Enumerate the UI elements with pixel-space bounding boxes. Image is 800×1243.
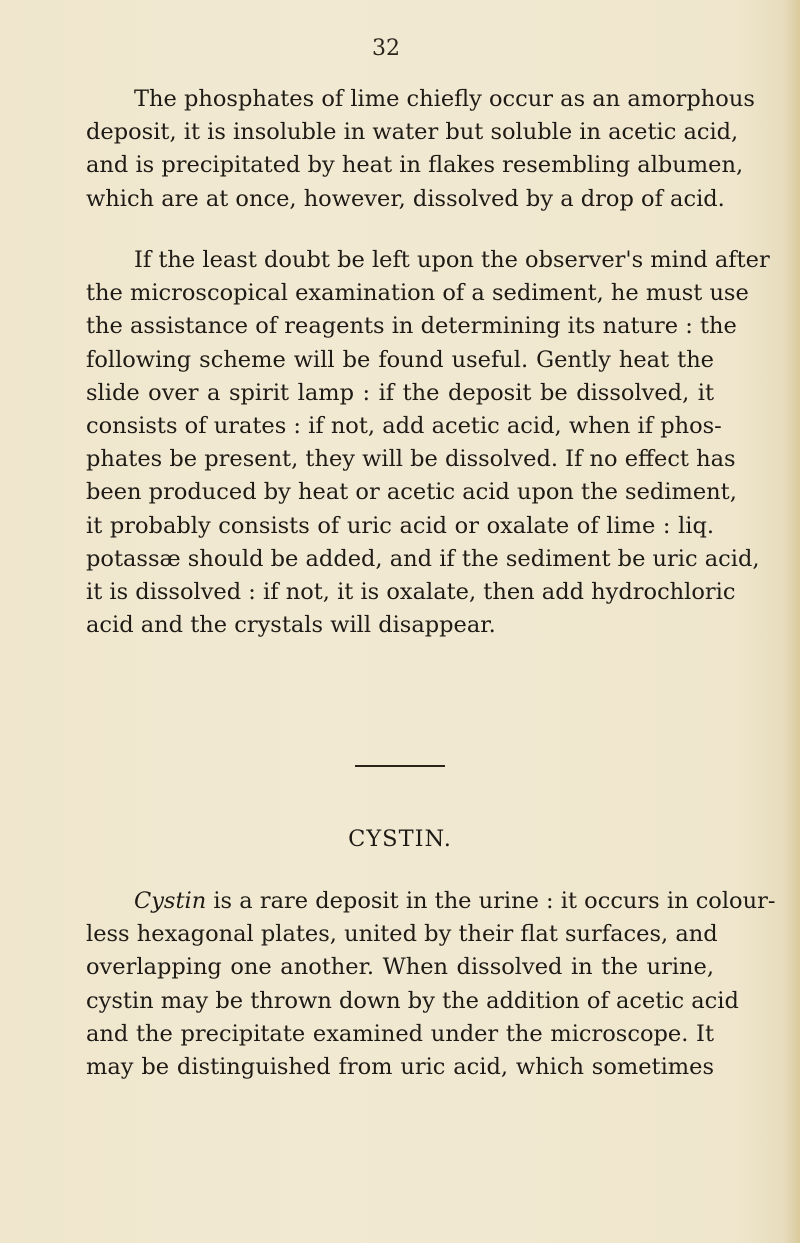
text-line: it is dissolved : if not, it is oxalate, then add hydrochloric	[86, 579, 736, 606]
page-number: 32	[372, 36, 400, 61]
text-line: If the least doubt be left upon the observer's mind after	[134, 247, 770, 273]
text-line: the microscopical examination of a sediment, he must use	[86, 280, 749, 307]
text-line: and is precipitated by heat in flakes resembling albumen,	[86, 152, 744, 179]
text-line: cystin may be thrown down by the addition of acetic acid	[86, 987, 739, 1014]
text-line: overlapping one another. When dissolved in the urine,	[86, 954, 714, 981]
text-line: less hexagonal plates, united by their flat surfaces, and	[86, 921, 718, 948]
text-line: which are at once, however, dissolved by a drop of acid.	[86, 185, 725, 212]
text-line: deposit, it is insoluble in water but soluble in acetic acid,	[86, 119, 739, 146]
text-line: potassæ should be added, and if the sediment be uric acid,	[86, 545, 760, 572]
text-line: may be distinguished from uric acid, which sometimes	[86, 1054, 714, 1081]
text-line: consists of urates : if not, add acetic acid, when if phos-	[86, 413, 722, 440]
text-line	[86, 885, 776, 918]
text-line: it probably consists of uric acid or oxalate of lime : liq.	[86, 512, 714, 539]
text-run: is a rare deposit in the urine : it occurs in colour-	[206, 888, 776, 914]
text-line: slide over a spirit lamp : if the deposit be dissolved, it	[86, 379, 714, 406]
paragraph-phosphates	[86, 83, 755, 216]
section-heading: CYSTIN.	[348, 826, 452, 852]
italic-term: Cystin	[134, 888, 207, 914]
text-line: phates be present, they will be dissolved. If no effect has	[86, 446, 736, 473]
text-line: The phosphates of lime chiefly occur as an amorphous	[134, 86, 755, 112]
text-line: the assistance of reagents in determining its nature : the	[86, 313, 737, 340]
text-line: been produced by heat or acetic acid upon the sediment,	[86, 479, 737, 506]
text-line: following scheme will be found useful. Gently heat the	[86, 346, 714, 373]
text-line: and the precipitate examined under the microscope. It	[86, 1020, 714, 1047]
paragraph-reagents	[86, 244, 770, 642]
text-line: acid and the crystals will disappear.	[86, 612, 496, 639]
section-divider-rule	[355, 765, 445, 767]
paragraph-cystin	[86, 885, 776, 1084]
